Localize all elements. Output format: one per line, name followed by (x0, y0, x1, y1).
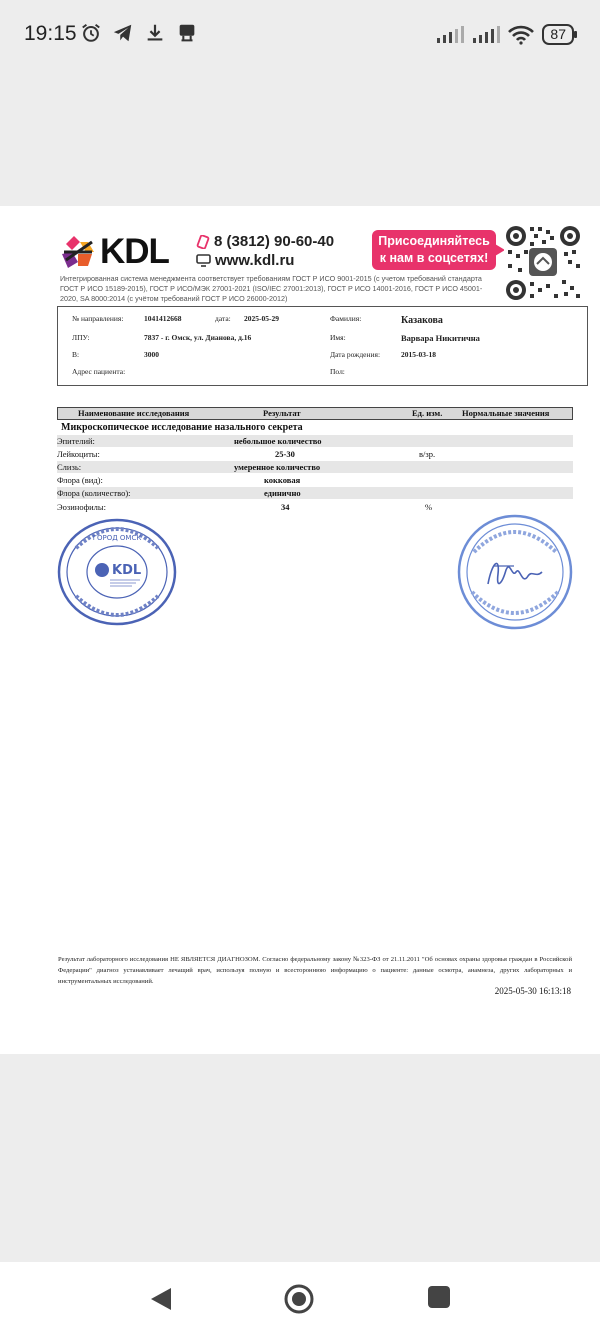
status-icons (80, 22, 198, 44)
clinic-stamp-icon (56, 518, 178, 626)
iso-statement: Интегрированная система менеджмента соответствует требованиям ГОСТ Р ИСО 9001-2015 (с учетом требований стандарта ГОСТ Р ИСО 15189-2015), ГОСТ Р ИСО/МЭК 27001-2021 (ISO/IEC 27001:2013), ГОСТ Р ИСО 14001-2016, ГОСТ Р ИСО 45001-2020, SA 8000:2014 (с учётом требований ГОСТ Р ИСО 26000-2012) (60, 274, 483, 303)
header-reference: Нормальные значения (462, 408, 550, 418)
phone-icon (196, 235, 210, 249)
wifi-icon (508, 25, 534, 45)
signal-icon (436, 26, 464, 44)
row-name: Флора (количество): (57, 488, 131, 498)
legal-disclaimer: Результат лабораторного исследования НЕ ЯВЛЯЕТСЯ ДИАГНОЗОМ. Согласно федеральному закону №323-ФЗ от 21.11.2011 "Об основах охраны здоровья граждан в Российской Федерации" диагноз устанавливает лечащий врач, используя полную и всестороннюю информацию о пациенте: данные осмотра, анамнеза, других лабораторных и инструментальных исследований. (58, 956, 572, 985)
surname-value: Казакова (401, 315, 443, 326)
row-name: Слизь: (57, 462, 82, 472)
battery-indicator: 87 (542, 24, 574, 45)
row-unit: в/зр. (419, 449, 436, 459)
social-banner (372, 230, 496, 270)
monitor-icon (196, 254, 211, 267)
referral-value: 1041412668 (144, 314, 182, 323)
navigation-bar (0, 1262, 600, 1332)
header-result: Результат (263, 408, 301, 418)
row-value: умеренное количество (234, 462, 321, 472)
row-name: Лейкоциты: (57, 449, 100, 459)
table-row (57, 461, 573, 473)
header-test-name: Наименование исследования (78, 408, 190, 418)
back-icon[interactable] (149, 1286, 173, 1312)
doctor-stamp-signature-icon (454, 512, 574, 632)
sex-label: Пол: (330, 367, 345, 376)
social-line-2: к нам в соцсетях! (379, 251, 489, 265)
name-label: Имя: (330, 333, 346, 342)
row-value: небольшое количество (234, 436, 322, 446)
alarm-icon (80, 22, 102, 44)
address-label: Адрес пациента: (72, 367, 126, 376)
print-datetime: 2025-05-30 16:13:18 (494, 986, 571, 996)
status-bar (0, 0, 600, 70)
website: www.kdl.ru (215, 252, 295, 269)
date-value: 2025-05-29 (244, 314, 279, 323)
table-row (57, 435, 573, 447)
contact-block (196, 232, 334, 270)
results-table-header (57, 407, 573, 420)
birth-value: 2015-03-18 (401, 350, 436, 359)
name-value: Варвара Никитична (401, 333, 480, 343)
recent-apps-icon[interactable] (428, 1286, 450, 1308)
status-right (436, 24, 574, 45)
table-row (57, 448, 573, 460)
signal-icon-2 (472, 26, 500, 44)
v-label: В: (72, 350, 80, 359)
stamp-city-text: ГОРОД ОМСК (92, 534, 142, 542)
kdl-logo-icon (60, 234, 96, 270)
status-time: 19:15 (24, 22, 77, 45)
kdl-logo (60, 232, 169, 272)
row-value: 25-30 (275, 449, 295, 459)
section-title: Микроскопическое исследование назального секрета (61, 422, 303, 433)
lpu-value: 7837 - г. Омск, ул. Дианова, д.16 (144, 333, 252, 342)
row-name: Флора (вид): (57, 475, 103, 485)
row-name: Эозинофилы: (57, 502, 106, 512)
row-unit: % (425, 502, 433, 512)
lpu-label: ЛПУ: (72, 333, 90, 342)
stamp-logo-text: KDL (112, 563, 142, 578)
notification-icon (176, 22, 198, 44)
row-name: Эпителий: (57, 436, 95, 446)
surname-label: Фамилия: (330, 314, 362, 323)
birth-label: Дата рождения: (330, 350, 381, 359)
patient-info-box (57, 306, 588, 386)
date-label: дата: (215, 314, 231, 323)
home-icon[interactable] (284, 1284, 314, 1314)
row-value: 34 (281, 502, 290, 512)
row-value: кокковая (264, 475, 301, 485)
qr-code-icon (504, 224, 582, 302)
referral-label: № направления: (72, 314, 124, 323)
table-row (57, 474, 573, 486)
row-value: единично (264, 488, 301, 498)
social-line-1: Присоединяйтесь (378, 234, 490, 248)
phone-number: 8 (3812) 90-60-40 (214, 233, 335, 250)
v-value: 3000 (144, 350, 159, 359)
table-row (57, 487, 573, 499)
header-unit: Ед. изм. (412, 408, 443, 418)
download-icon (144, 22, 166, 44)
logo-text: KDL (100, 232, 169, 271)
telegram-icon (112, 22, 134, 44)
lab-result-document (0, 206, 600, 1054)
